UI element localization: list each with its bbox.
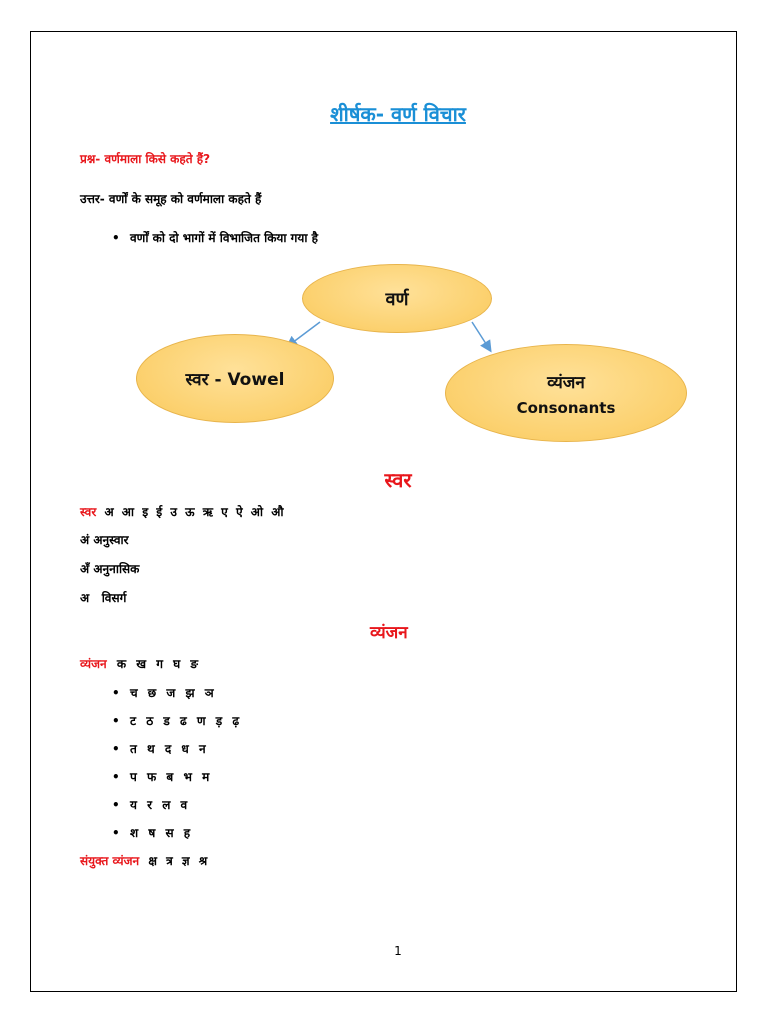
bullet-dot: • [112,686,120,700]
diagram-root-label: वर्ण [385,288,409,310]
diagram-root-varn [302,264,492,333]
bullet-dot: • [112,714,120,728]
diagram-consonants-label: Consonants [516,398,616,417]
bullet-dot: • [112,826,120,840]
diagram-swar-label: स्वर - Vowel [185,370,285,390]
vyanjan-heading: व्यंजन [370,623,408,643]
vyanjan-bullet-letters: य र ल व [130,798,188,812]
arrow-to-vyanjan [472,322,490,350]
sanyukt-vyanjan-letters: क्ष त्र ज्ञ श्र [148,854,208,868]
vyanjan-bullet-letters: ट ठ ड ढ ण ड़ ढ़ [130,714,240,728]
bullet-text: वर्णों को दो भागों में विभाजित किया गया है [130,231,319,245]
diagram-vyanjan-label: व्यंजन [547,372,585,393]
vyanjan-bullet-row [112,712,239,729]
visarg-row: अ विसर्ग [80,591,127,605]
vyanjan-bullet-row [112,768,209,785]
vyanjan-bullet-row [112,796,187,813]
bullet-dot: • [112,770,120,784]
sanyukt-vyanjan-row [80,852,207,869]
vyanjan-bullet-row [112,740,206,757]
answer-text: उत्तर- वर्णों के समूह को वर्णमाला कहते हैं [80,192,262,206]
vyanjan-bullet-row [112,684,214,701]
bullet-dot: • [112,742,120,756]
vyanjan-bullet-letters: त थ द ध न [130,742,206,756]
anusvar-row: अं अनुस्वार [80,533,129,547]
vyanjan-bullet-row [112,824,190,841]
diagram-swar-node [136,334,334,423]
vyanjan-row [80,655,198,672]
bullet-dot: • [112,798,120,812]
page-number: 1 [394,944,402,958]
vyanjan-bullet-letters: च छ ज झ ञ [130,686,214,700]
swar-heading: स्वर [384,468,412,492]
question-text: प्रश्न- वर्णमाला किसे कहते हैं? [80,152,211,166]
vyanjan-bullet-letters: प फ ब भ म [130,770,210,784]
page-title: शीर्षक- वर्ण विचार [330,102,466,126]
swar-row-letters: अ आ इ ई उ ऊ ऋ ए ऐ ओ औ [104,505,284,519]
diagram-vyanjan-node [445,344,687,442]
sanyukt-vyanjan-label: संयुक्त व्यंजन [80,854,140,868]
swar-row [80,503,284,520]
swar-row-label: स्वर [80,505,97,519]
bullet-dot: • [112,231,120,245]
vyanjan-row-letters: क ख ग घ ङ [116,657,199,671]
vyanjan-row-label: व्यंजन [80,657,107,671]
anunasik-row: अँ अनुनासिक [80,562,140,576]
vyanjan-bullet-letters: श ष स ह [130,826,191,840]
